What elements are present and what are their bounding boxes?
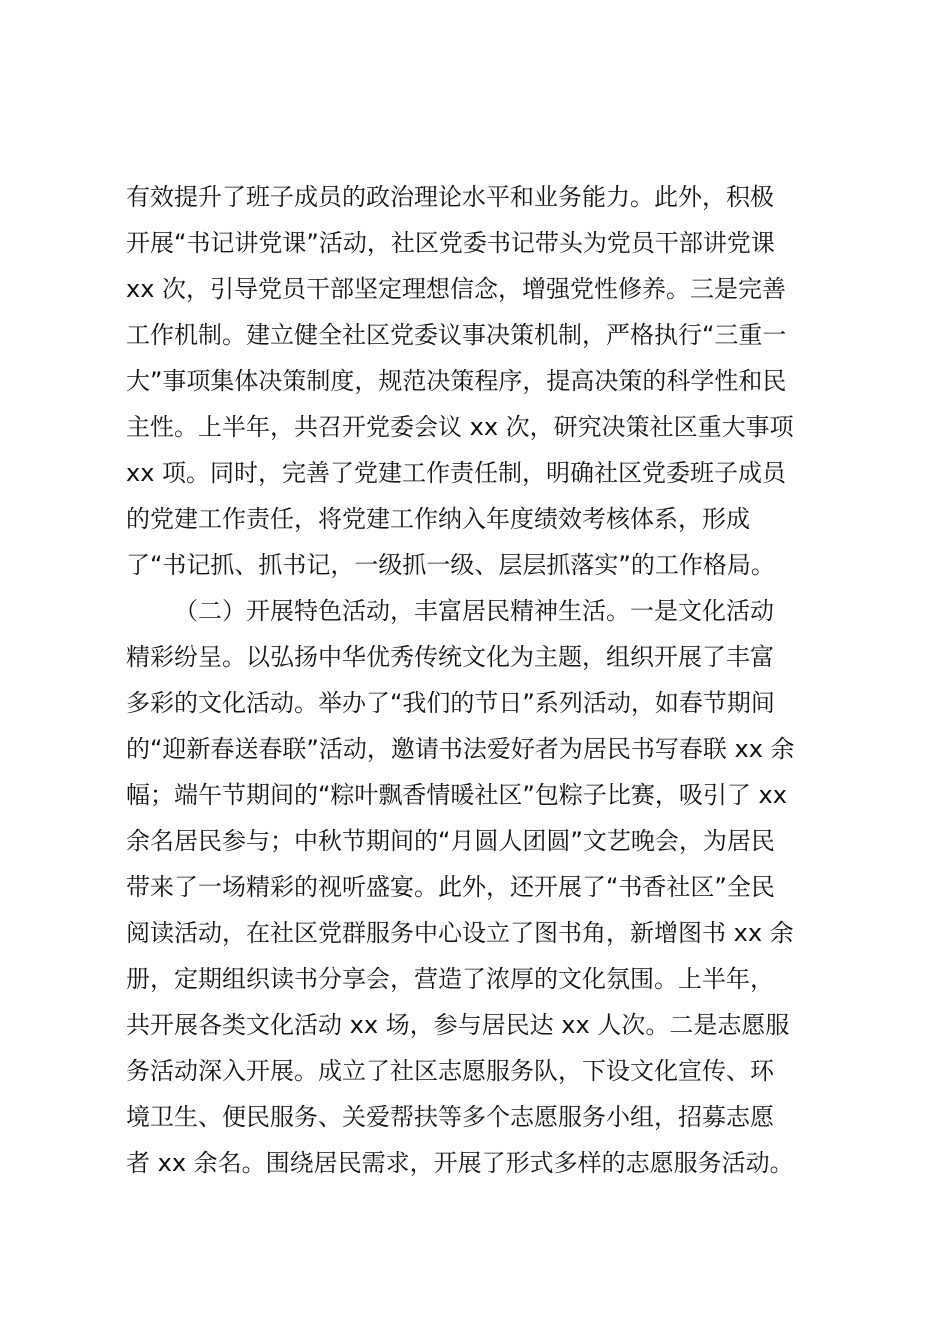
text-line: 境卫生、便民服务、关爱帮扶等多个志愿服务小组，招募志愿 [126,1103,774,1131]
text-line: 的“迎新春送春联”活动，邀请书法爱好者为居民书写春联 xx 余 [126,735,795,763]
text-line: 幅；端午节期间的“粽叶飘香情暖社区”包粽子比赛，吸引了 xx [126,781,787,809]
body-text [126,174,836,1186]
text-line: 共开展各类文化活动 xx 场，参与居民达 xx 人次。二是志愿服 [126,1011,790,1039]
text-line: 带来了一场精彩的视听盛宴。此外，还开展了“书香社区”全民 [126,873,775,901]
text-line: xx 项。同时，完善了党建工作责任制，明确社区党委班子成员 [126,459,787,487]
text-line: 的党建工作责任，将党建工作纳入年度绩效考核体系，形成 [126,505,750,533]
text-line: 务活动深入开展。成立了社区志愿服务队，下设文化宣传、环 [126,1057,774,1085]
text-line: 大”事项集体决策制度，规范决策程序，提高决策的科学性和民 [126,367,787,395]
text-line: 了“书记抓、抓书记，一级抓一级、层层抓落实”的工作格局。 [126,551,775,579]
text-line: （二）开展特色活动，丰富居民精神生活。一是文化活动 [174,597,774,625]
text-line: 余名居民参与；中秋节期间的“月圆人团圆”文艺晚会，为居民 [126,827,775,855]
text-line: 主性。上半年，共召开党委会议 xx 次，研究决策社区重大事项 [126,413,794,441]
text-line: 多彩的文化活动。举办了“我们的节日”系列活动，如春节期间 [126,689,775,717]
text-line: 工作机制。建立健全社区党委议事决策机制，严格执行“三重一 [126,321,787,349]
text-line: 有效提升了班子成员的政治理论水平和业务能力。此外，积极 [126,183,774,211]
text-line: 开展“书记讲党课”活动，社区党委书记带头为党员干部讲党课 [126,229,775,257]
text-line: 精彩纷呈。以弘扬中华优秀传统文化为主题，组织开展了丰富 [126,643,774,671]
text-line: 阅读活动，在社区党群服务中心设立了图书角，新增图书 xx 余 [126,919,794,947]
text-line: 册，定期组织读书分享会，营造了浓厚的文化氛围。上半年， [126,965,774,993]
text-line: 者 xx 余名。围绕居民需求，开展了形式多样的志愿服务活动。 [126,1149,794,1177]
text-line: xx 次，引导党员干部坚定理想信念，增强党性修养。三是完善 [126,275,787,303]
